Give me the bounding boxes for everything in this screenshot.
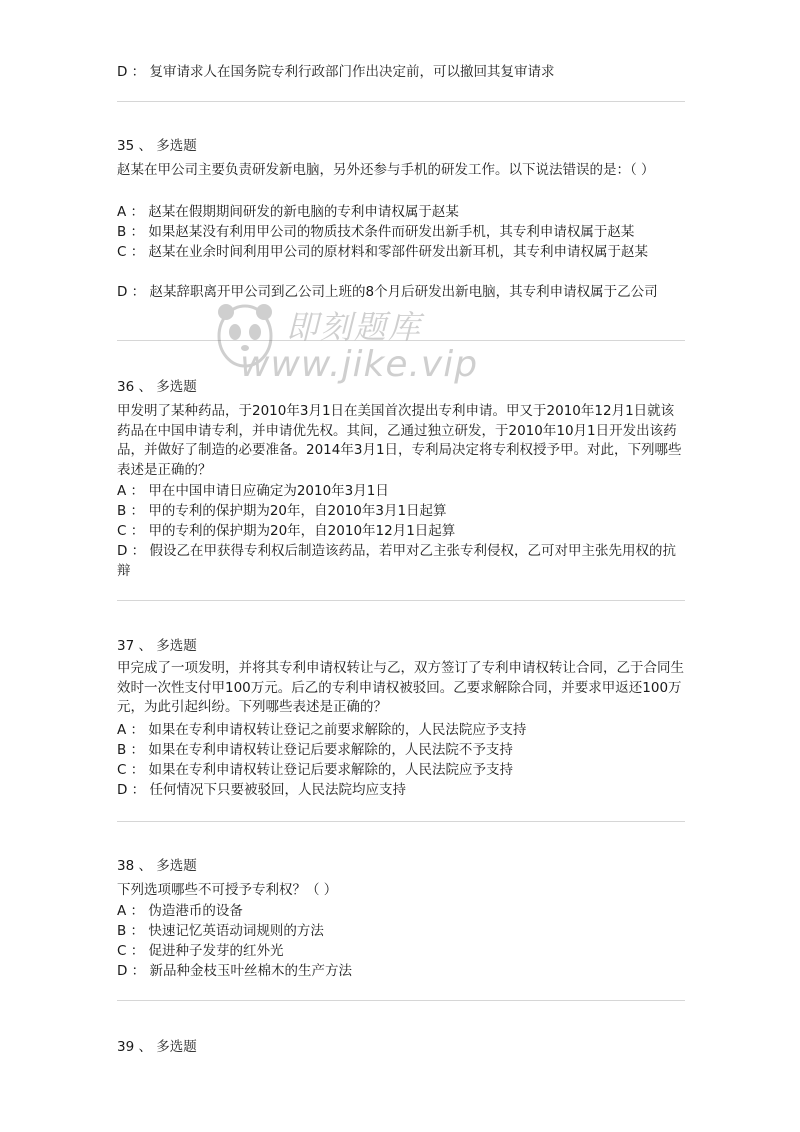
question-text: 甲完成了一项发明，并将其专利申请权转让与乙，双方签订了专利申请权转让合同，乙于合同生效时一次性支付甲100万元。后乙的专利申请权被驳回。乙要求解除合同，并要求甲返还100万元，为此引起纠纷。下列哪些表述是正确的？ <box>117 660 684 715</box>
question-text: 下列选项哪些不可授予专利权？（ ） <box>117 882 338 898</box>
watermark <box>210 290 630 400</box>
divider <box>117 600 685 601</box>
panda-logo-icon <box>210 294 280 374</box>
option-b[interactable]: B ： 如果赵某没有利用甲公司的物质技术条件而研发出新手机，其专利申请权属于赵某 <box>117 224 635 240</box>
watermark-brand: 即刻题库 <box>286 308 423 346</box>
question-text: 甲发明了某种药品，于2010年3月1日在美国首次提出专利申请。甲又于2010年12月1日就该药品在中国申请专利，并申请优先权。其间，乙通过独立研发，于2010年10月1日开发出该药品，并做好了制造的必要准备。2014年3月1日，专利局决定将专利权授予甲。对此，下列哪些表述是正确的？ <box>117 403 682 478</box>
option-c[interactable]: C ： 如果在专利申请权转让登记后要求解除的，人民法院应予支持 <box>117 762 514 778</box>
option-a[interactable]: A ： 伪造港币的设备 <box>117 903 243 919</box>
option-b[interactable]: B ： 快速记忆英语动词规则的方法 <box>117 923 324 939</box>
option-c[interactable]: C ： 甲的专利的保护期为20年，自2010年12月1日起算 <box>117 523 456 539</box>
divider <box>117 1000 685 1001</box>
divider <box>117 821 685 822</box>
question-header: 35 、 多选题 <box>117 138 197 154</box>
option-d[interactable]: D ： 赵某辞职离开甲公司到乙公司上班的8个月后研发出新电脑，其专利申请权属于乙公司 <box>117 284 658 300</box>
option-b[interactable]: B ： 如果在专利申请权转让登记后要求解除的，人民法院不予支持 <box>117 742 513 758</box>
question-header: 39 、 多选题 <box>117 1039 197 1055</box>
option-b[interactable]: B ： 甲的专利的保护期为20年，自2010年3月1日起算 <box>117 503 447 519</box>
option-d[interactable]: D ： 任何情况下只要被驳回，人民法院均应支持 <box>117 782 406 798</box>
question-header: 38 、 多选题 <box>117 858 197 874</box>
question-text: 赵某在甲公司主要负责研发新电脑，另外还参与手机的研发工作。以下说法错误的是：（ ） <box>117 162 655 178</box>
prev-option-d: D ： 复审请求人在国务院专利行政部门作出决定前，可以撤回其复审请求 <box>117 64 555 80</box>
option-a[interactable]: A ： 如果在专利申请权转让登记之前要求解除的，人民法院应予支持 <box>117 722 527 738</box>
question-header: 36 、 多选题 <box>117 379 197 395</box>
option-d[interactable]: D ： 新品种金枝玉叶丝棉木的生产方法 <box>117 963 352 979</box>
divider <box>117 340 685 341</box>
watermark-url: www.jike.vip <box>240 344 479 385</box>
question-header: 37 、 多选题 <box>117 638 197 654</box>
option-a[interactable]: A ： 赵某在假期期间研发的新电脑的专利申请权属于赵某 <box>117 204 459 220</box>
option-a[interactable]: A ： 甲在中国申请日应确定为2010年3月1日 <box>117 483 389 499</box>
divider <box>117 101 685 102</box>
option-c[interactable]: C ： 赵某在业余时间利用甲公司的原材料和零部件研发出新耳机，其专利申请权属于赵某 <box>117 244 649 260</box>
option-c[interactable]: C ： 促进种子发芽的红外光 <box>117 943 284 959</box>
option-d[interactable]: D ： 假设乙在甲获得专利权后制造该药品，若甲对乙主张专利侵权，乙可对甲主张先用权的抗辩 <box>117 543 676 579</box>
